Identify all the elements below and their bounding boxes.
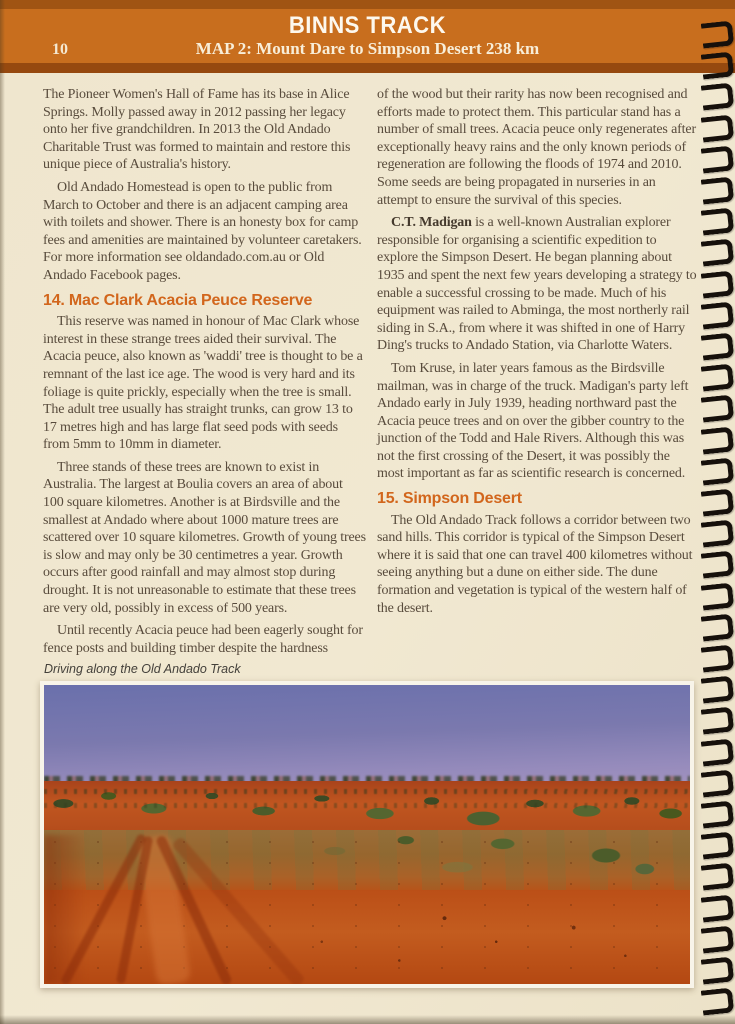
binding-loop — [701, 239, 734, 267]
bold-lead-text: C.T. Madigan — [391, 215, 472, 231]
body-paragraph: This reserve was named in honour of Mac Clark whose interest in these strange trees aided their survival. The Acacia peuce, also known as 'waddi' tree is thought to be a remnant of the last ice age. The wood is very hard and its foliage is quite prickly, especially when the tree is small. The adult tree usually has straight trunks, can grow 13 to 17 metres high and has large flat seed pods with seeds from 5mm to 10mm in diameter. — [43, 314, 363, 453]
binding-loop — [701, 925, 734, 953]
binding-loop — [701, 613, 734, 641]
binding-loop — [701, 364, 734, 392]
body-paragraph: The Pioneer Women's Hall of Fame has its base in Alice Springs. Molly passed away in 2012 passing her legacy onto her five grandchildren. In 2013 the Old Andado Charitable Trust was formed to maintain and restore this unique piece of Australia's history. — [43, 87, 351, 173]
binding-loop — [701, 145, 734, 173]
binding-loop — [701, 20, 734, 48]
body-paragraph: of the wood but their rarity has now been recognised and efforts made to protect them. This particular stand has a number of small trees. Acacia peuce only regenerates after exceptionally heavy rains and the only known periods of regeneration are following the floods of 1974 and 2010. Some seeds are being propagated in nurseries in an attempt to ensure the survival of this species. — [377, 87, 696, 208]
photo-sky — [44, 685, 690, 782]
binding-loop — [701, 83, 734, 111]
binding-loop — [701, 956, 734, 984]
page-number: 10 — [52, 41, 68, 58]
text-column-left — [43, 86, 366, 662]
binding-loop — [701, 988, 734, 1016]
binding-loop — [701, 738, 734, 766]
binding-loop — [701, 395, 734, 423]
binding-loop — [701, 488, 734, 516]
binding-loop — [701, 800, 734, 828]
binding-loop — [701, 208, 734, 236]
binding-loop — [701, 270, 734, 298]
body-paragraph: Three stands of these trees are known to exist in Australia. The largest at Boulia covers an area of about 100 square kilometres. Another is at Birdsville and the smallest at Andado where about 1000 mature trees are scattered over 10 square kilometres. Growth of young trees is slow and may only be 30 centimetres a year. Growth occurs after good rainfall and may almost stop during drought. It is not unreasonable to estimate that these trees are very old, possibly in excess of 500 years. — [43, 459, 366, 616]
body-paragraph: Tom Kruse, in later years famous as the Birdsville mailman, was in charge of the truck. Madigan's party left Andado early in July 1939, heading northward past the Acacia peuce trees and on over the gibber country to the junction of the Todd and Hale Rivers. Although this was not the first crossing of the Desert, it was possibly the most important as far as scientific research is concerned. — [377, 360, 689, 482]
binding-loop — [701, 426, 734, 454]
section-heading: 14. Mac Clark Acacia Peuce Reserve — [43, 291, 313, 309]
binding-loop — [701, 676, 734, 704]
page-subtitle: MAP 2: Mount Dare to Simpson Desert 238 km — [195, 39, 540, 59]
binding-loop — [701, 582, 734, 610]
binding-loop — [701, 520, 734, 548]
binding-loop — [701, 457, 734, 485]
binding-loop — [701, 114, 734, 142]
binding-loop — [701, 832, 734, 860]
binding-loop — [701, 707, 734, 735]
page-edge-left — [0, 0, 5, 1024]
binding-loop — [701, 301, 734, 329]
section-heading: 15. Simpson Desert — [377, 490, 522, 508]
binding-loop — [701, 551, 734, 579]
binding-loop — [701, 332, 734, 360]
page-edge-bottom — [0, 1015, 735, 1024]
binding-loop — [701, 769, 734, 797]
text-column-right — [377, 86, 699, 622]
dune-shrub-specks — [44, 789, 690, 794]
photo-caption: Driving along the Old Andado Track — [44, 662, 241, 676]
binding-loop — [701, 894, 734, 922]
dune-shrub-specks — [44, 803, 690, 808]
page-header — [0, 0, 735, 73]
page-title: BINNS TRACK — [288, 11, 447, 39]
binding-loop — [701, 176, 734, 204]
landscape-photo — [40, 681, 694, 988]
binding-loop — [701, 644, 734, 672]
binding-loop — [701, 863, 734, 891]
body-paragraph: C.T. Madigan is a well-known Australian explorer responsible for organising a scientific expedition to explore the Simpson Desert. He began planning about 1935 and spent the next few years developing a strategy to enable a successful crossing to be made. Much of his equipment was railed to Abminga, the most northerly rail siding in S.A., from where it was shifted in one of Harry Ding's trucks to Andado Station, via Charlotte Waters. — [377, 215, 697, 354]
binding-loop — [701, 52, 734, 80]
body-paragraph: Old Andado Homestead is open to the public from March to October and there is an adjacent camping area with toilets and shower. There is an honesty box for camp fees and amenities are maintained by volunteer caretakers. For more information see oldandado.com.au or Old Andado Facebook pages. — [43, 179, 362, 283]
body-paragraph: Until recently Acacia peuce had been eagerly sought for fence posts and building timber despite the hardness — [43, 623, 363, 656]
body-paragraph: The Old Andado Track follows a corridor between two sand hills. This corridor is typical of the Simpson Desert where it is said that one can travel 400 kilometres without seeing anything but a dune on either side. The dune formation and vegetation is typical of the western half of the desert. — [377, 512, 693, 616]
